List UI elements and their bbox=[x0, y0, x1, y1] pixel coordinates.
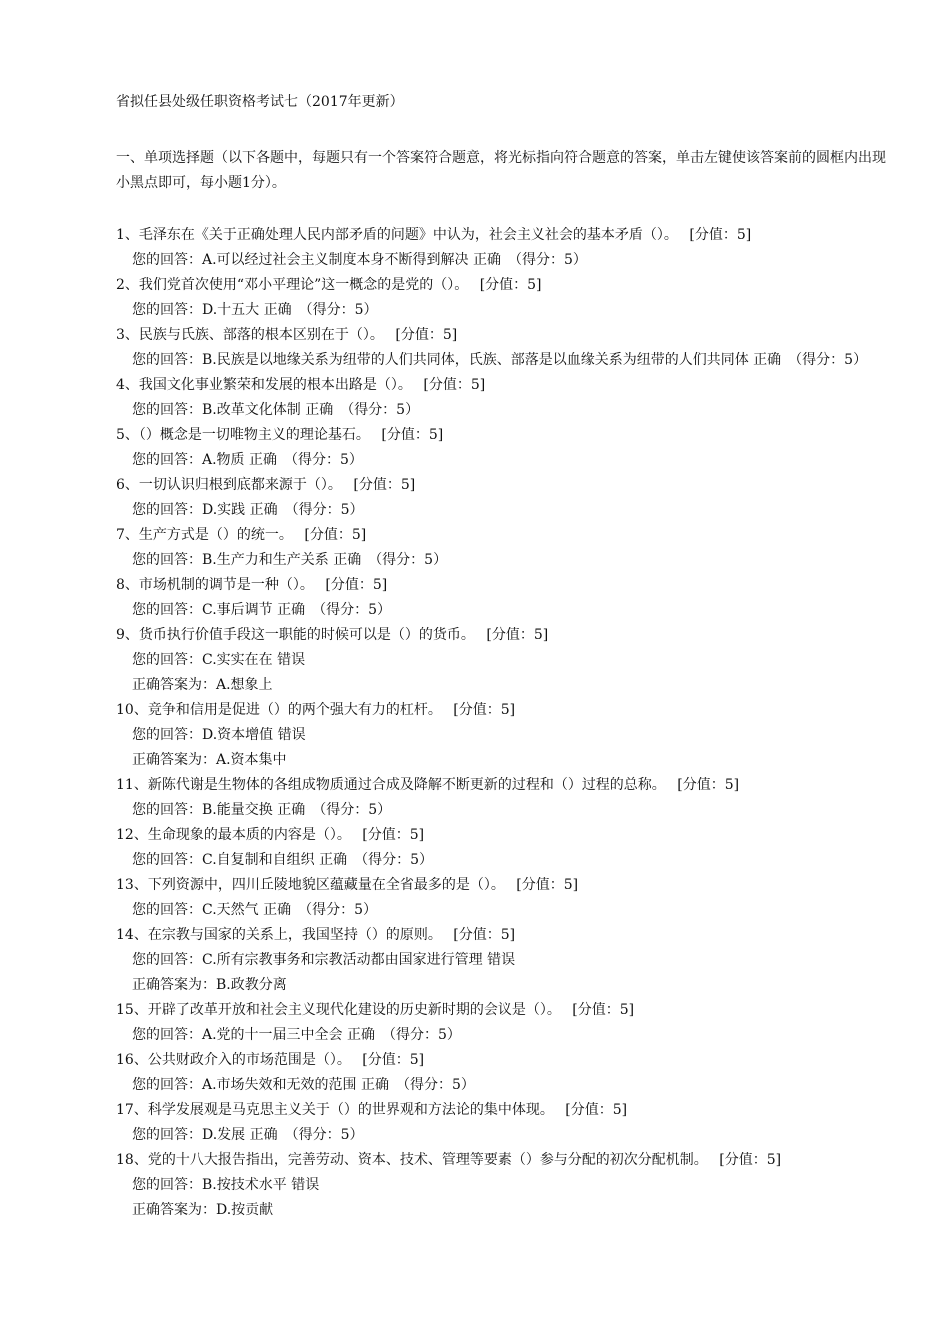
question-text: 14、在宗教与国家的关系上，我国坚持（）的原则。 bbox=[116, 927, 435, 943]
question-text: 8、市场机制的调节是一种（）。 bbox=[116, 577, 307, 593]
question-item bbox=[116, 1098, 896, 1148]
question-score: [分值：5] bbox=[423, 377, 486, 393]
question-item bbox=[116, 623, 896, 698]
question-item bbox=[116, 998, 896, 1048]
question-score: [分值：5] bbox=[572, 1002, 635, 1018]
your-answer: 您的回答：B.生产力和生产关系 正确 （得分：5） bbox=[132, 552, 448, 568]
question-line bbox=[116, 273, 896, 298]
question-line bbox=[116, 323, 896, 348]
question-item bbox=[116, 1148, 896, 1223]
question-line bbox=[116, 523, 896, 548]
question-item bbox=[116, 273, 896, 323]
your-answer: 您的回答：D.发展 正确 （得分：5） bbox=[132, 1127, 364, 1143]
question-line bbox=[116, 873, 896, 898]
question-item bbox=[116, 1048, 896, 1098]
question-text: 9、货币执行价值手段这一职能的时候可以是（）的货币。 bbox=[116, 627, 468, 643]
question-text: 1、毛泽东在《关于正确处理人民内部矛盾的问题》中认为，社会主义社会的基本矛盾（）。 bbox=[116, 227, 671, 243]
question-item bbox=[116, 698, 896, 773]
question-text: 13、下列资源中，四川丘陵地貌区蕴藏量在全省最多的是（）。 bbox=[116, 877, 498, 893]
question-score: [分值：5] bbox=[677, 777, 740, 793]
question-text: 15、开辟了改革开放和社会主义现代化建设的历史新时期的会议是（）。 bbox=[116, 1002, 554, 1018]
your-answer: 您的回答：C.所有宗教事务和宗教活动都由国家进行管理 错误 bbox=[132, 952, 516, 968]
correct-answer: 正确答案为：A.资本集中 bbox=[132, 752, 287, 768]
your-answer: 您的回答：A.党的十一届三中全会 正确 （得分：5） bbox=[132, 1027, 461, 1043]
document-page bbox=[116, 92, 896, 1223]
question-score: [分值：5] bbox=[479, 277, 542, 293]
question-item bbox=[116, 473, 896, 523]
question-score: [分值：5] bbox=[689, 227, 752, 243]
question-score: [分值：5] bbox=[381, 427, 444, 443]
question-line bbox=[116, 823, 896, 848]
question-score: [分值：5] bbox=[353, 477, 416, 493]
question-item bbox=[116, 923, 896, 998]
question-text: 17、科学发展观是马克思主义关于（）的世界观和方法论的集中体现。 bbox=[116, 1102, 547, 1118]
question-text: 18、党的十八大报告指出，完善劳动、资本、技术、管理等要素（）参与分配的初次分配机制。 bbox=[116, 1152, 701, 1168]
your-answer: 您的回答：B.改革文化体制 正确 （得分：5） bbox=[132, 402, 420, 418]
question-score: [分值：5] bbox=[362, 827, 425, 843]
question-text: 10、竞争和信用是促进（）的两个强大有力的杠杆。 bbox=[116, 702, 435, 718]
your-answer: 您的回答：C.事后调节 正确 （得分：5） bbox=[132, 602, 392, 618]
your-answer: 您的回答：C.实实在在 错误 bbox=[132, 652, 306, 668]
your-answer: 您的回答：D.实践 正确 （得分：5） bbox=[132, 502, 364, 518]
question-text: 2、我们党首次使用“邓小平理论”这一概念的是党的（）。 bbox=[116, 277, 462, 293]
question-line bbox=[116, 1048, 896, 1073]
correct-answer: 正确答案为：D.按贡献 bbox=[132, 1202, 274, 1218]
your-answer: 您的回答：D.资本增值 错误 bbox=[132, 727, 306, 743]
correct-answer: 正确答案为：B.政教分离 bbox=[132, 977, 287, 993]
question-line bbox=[116, 773, 896, 798]
your-answer: 您的回答：B.民族是以地缘关系为纽带的人们共同体，氏族、部落是以血缘关系为纽带的人们共同体 正确 （得分：5） bbox=[132, 352, 868, 368]
question-score: [分值：5] bbox=[453, 702, 516, 718]
question-item bbox=[116, 873, 896, 923]
question-score: [分值：5] bbox=[486, 627, 549, 643]
question-score: [分值：5] bbox=[719, 1152, 782, 1168]
your-answer: 您的回答：B.能量交换 正确 （得分：5） bbox=[132, 802, 392, 818]
question-text: 4、我国文化事业繁荣和发展的根本出路是（）。 bbox=[116, 377, 405, 393]
question-item bbox=[116, 323, 896, 373]
question-list bbox=[116, 223, 896, 1223]
section-intro: 一、单项选择题（以下各题中，每题只有一个答案符合题意，将光标指向符合题意的答案，单击左键使该答案前的圆框内出现小黑点即可，每小题1分）。 bbox=[116, 150, 886, 191]
question-item bbox=[116, 373, 896, 423]
your-answer: 您的回答：A.市场失效和无效的范围 正确 （得分：5） bbox=[132, 1077, 475, 1093]
question-text: 11、新陈代谢是生物体的各组成物质通过合成及降解不断更新的过程和（）过程的总称。 bbox=[116, 777, 659, 793]
question-line bbox=[116, 223, 896, 248]
question-line bbox=[116, 623, 896, 648]
question-item bbox=[116, 423, 896, 473]
question-line bbox=[116, 923, 896, 948]
question-item bbox=[116, 773, 896, 823]
your-answer: 您的回答：C.天然气 正确 （得分：5） bbox=[132, 902, 378, 918]
document-title: 省拟任县处级任职资格考试七（2017年更新） bbox=[116, 94, 404, 110]
question-line bbox=[116, 1098, 896, 1123]
question-score: [分值：5] bbox=[395, 327, 458, 343]
question-score: [分值：5] bbox=[516, 877, 579, 893]
question-text: 12、生命现象的最本质的内容是（）。 bbox=[116, 827, 344, 843]
your-answer: 您的回答：A.可以经过社会主义制度本身不断得到解决 正确 （得分：5） bbox=[132, 252, 587, 268]
question-text: 6、一切认识归根到底都来源于（）。 bbox=[116, 477, 335, 493]
question-line bbox=[116, 423, 896, 448]
question-line bbox=[116, 373, 896, 398]
question-score: [分值：5] bbox=[325, 577, 388, 593]
question-score: [分值：5] bbox=[304, 527, 367, 543]
your-answer: 您的回答：C.自复制和自组织 正确 （得分：5） bbox=[132, 852, 434, 868]
question-item bbox=[116, 223, 896, 273]
your-answer: 您的回答：A.物质 正确 （得分：5） bbox=[132, 452, 363, 468]
question-line bbox=[116, 1148, 896, 1173]
question-text: 7、生产方式是（）的统一。 bbox=[116, 527, 286, 543]
correct-answer: 正确答案为：A.想象上 bbox=[132, 677, 273, 693]
question-item bbox=[116, 523, 896, 573]
question-item bbox=[116, 823, 896, 873]
question-score: [分值：5] bbox=[565, 1102, 628, 1118]
question-text: 3、民族与氏族、部落的根本区别在于（）。 bbox=[116, 327, 377, 343]
question-line bbox=[116, 698, 896, 723]
question-text: 16、公共财政介入的市场范围是（）。 bbox=[116, 1052, 344, 1068]
your-answer: 您的回答：B.按技术水平 错误 bbox=[132, 1177, 320, 1193]
question-item bbox=[116, 573, 896, 623]
your-answer: 您的回答：D.十五大 正确 （得分：5） bbox=[132, 302, 378, 318]
question-line bbox=[116, 998, 896, 1023]
question-line bbox=[116, 473, 896, 498]
question-score: [分值：5] bbox=[362, 1052, 425, 1068]
question-text: 5、（）概念是一切唯物主义的理论基石。 bbox=[116, 427, 363, 443]
question-line bbox=[116, 573, 896, 598]
question-score: [分值：5] bbox=[453, 927, 516, 943]
